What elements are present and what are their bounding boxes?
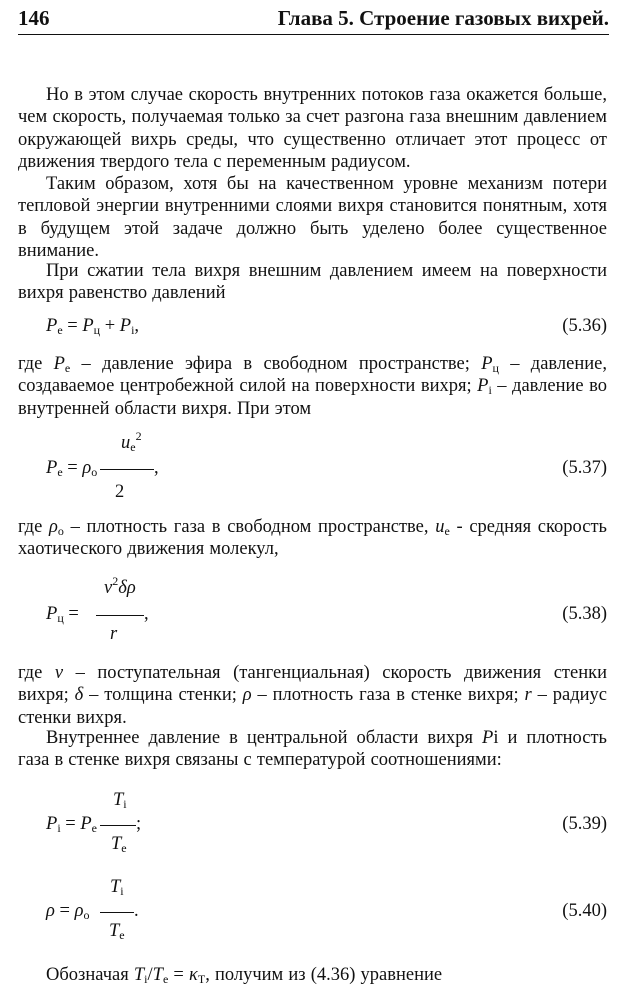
header-rule — [18, 34, 609, 35]
formula-5-37-denominator: 2 — [115, 482, 125, 502]
paragraph-3: При сжатии тела вихря внешним давлением имеем на поверхности вихря равенство давлений — [18, 261, 607, 304]
chapter-title: Глава 5. Строение газовых вихрей. — [277, 6, 609, 30]
paragraph-8: Обозначая $T_i/T_е = \kappa_Т$, получим из (4.36) уравнение — [46, 965, 443, 986]
formula-5-37 — [18, 428, 607, 506]
fraction-line — [100, 825, 136, 826]
formula-5-38-numerator: $v^2\delta\rho$ — [104, 574, 136, 598]
formula-5-39-semicolon: ; — [136, 814, 142, 834]
equation-number-5-36: (5.36) — [562, 316, 607, 336]
paragraph-5: где $\rho_о$ – плотность газа в свободном пространстве, $u_е$ - средняя скорость хаотического движения молекул, — [18, 517, 607, 560]
paragraph-2: Таким образом, хотя бы на качественном уровне механизм потери тепловой энергии внутренними слоями вихря становится понятным, хотя в будущем этой задаче должно быть уделено более существенное внимание. — [18, 174, 607, 261]
paragraph-7: Внутреннее давление в центральной области вихря Pi и плотность газа в стенке вихря связаны с температурой соотношениями: — [18, 728, 607, 771]
fraction-line — [100, 469, 154, 470]
formula-5-40 — [18, 877, 607, 949]
formula-5-37-lhs: $P_е = \rho_о$ — [46, 458, 98, 479]
formula-5-40-lhs: $\rho = \rho_о$ — [46, 901, 90, 922]
formula-5-36 — [18, 316, 607, 340]
equation-number-5-39: (5.39) — [562, 814, 607, 834]
formula-5-38 — [18, 576, 607, 648]
formula-5-37-numerator: $u_е^2$ — [121, 429, 142, 454]
formula-5-40-period: . — [134, 901, 139, 921]
equation-number-5-37: (5.37) — [562, 458, 607, 478]
formula-5-36-body: $P_е = P_ц + P_i$, — [46, 316, 140, 337]
formula-5-39-denominator: $T_е$ — [111, 834, 127, 855]
formula-5-40-numerator: $T_i$ — [110, 877, 124, 898]
formula-5-40-denominator: $T_е$ — [109, 921, 125, 942]
formula-5-39-lhs: $P_i = P_е$ — [46, 814, 97, 835]
equation-number-5-40: (5.40) — [562, 901, 607, 921]
paragraph-1: Но в этом случае скорость внутренних потоков газа окажется больше, чем скорость, получаемая только за счет разгона газа внешним давлением окружающей вихрь среды, что существенно отличает этот процесс от движения твердого тела с переменным радиусом. — [18, 85, 607, 172]
formula-5-38-comma: , — [144, 604, 149, 624]
formula-5-39-numerator: $T_i$ — [113, 790, 127, 811]
equation-number-5-38: (5.38) — [562, 604, 607, 624]
formula-5-39 — [18, 790, 607, 862]
formula-5-38-lhs: $P_ц$ = — [46, 604, 79, 625]
fraction-line — [100, 912, 134, 913]
paragraph-4: где $P_е$ – давление эфира в свободном пространстве; $P_ц$ – давление, создаваемое центробежной силой на поверхности вихря; $P_i$ – давление во внутренней области вихря. При этом — [18, 354, 607, 419]
paragraph-6: где v – поступательная (тангенциальная) скорость движения стенки вихря; δ – толщина стенки; ρ – плотность газа в стенке вихря; r – радиус стенки вихря. — [18, 663, 607, 728]
formula-5-38-denominator: r — [110, 624, 118, 644]
formula-5-37-comma: , — [154, 458, 159, 478]
page-number: 146 — [18, 6, 50, 30]
fraction-line — [96, 615, 144, 616]
